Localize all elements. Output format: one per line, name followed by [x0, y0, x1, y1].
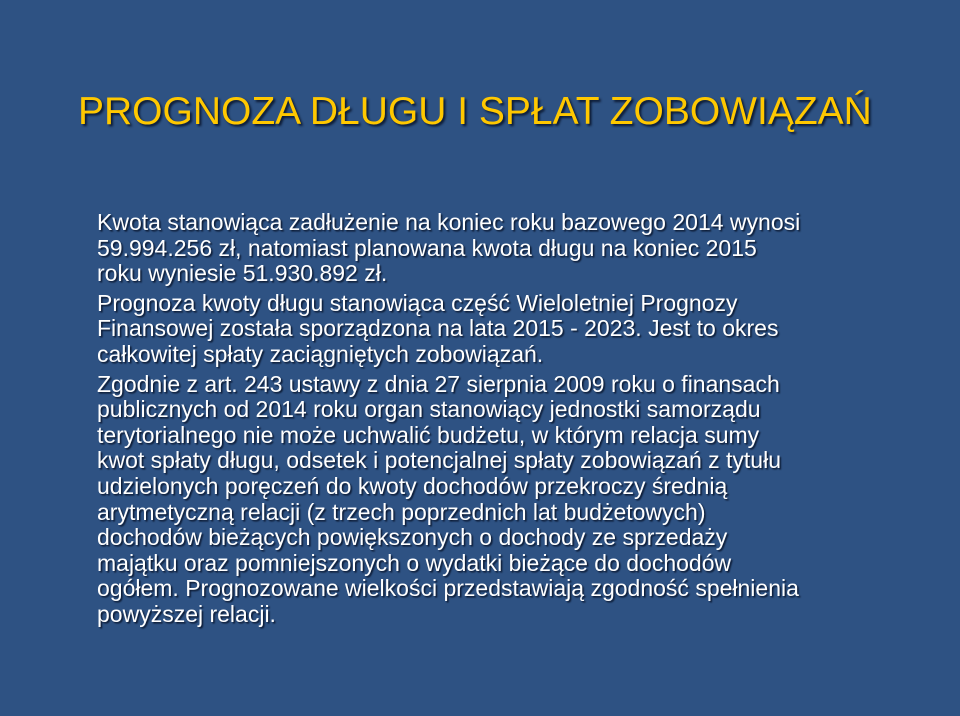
text-line: majątku oraz pomniejszonych o wydatki bieżące do dochodów [97, 549, 732, 576]
text-line: Kwota stanowiąca zadłużenie na koniec roku bazowego 2014 wynosi [97, 209, 801, 235]
text-line: ogółem. Prognozowane wielkości przedstawiają zgodność spełnienia [97, 575, 799, 602]
paragraph-legal-basis [97, 372, 897, 628]
text-line: Prognoza kwoty długu stanowiąca część Wieloletniej Prognozy [97, 289, 738, 316]
text-line: 59.994.256 zł, natomiast planowana kwota długu na koniec 2015 [97, 234, 757, 261]
text-line: arytmetyczną relacji (z trzech poprzednich lat budżetowych) [97, 498, 706, 525]
text-line: powyższej relacji. [97, 600, 276, 627]
text-line: roku wyniesie 51.930.892 zł. [97, 260, 388, 287]
text-line: terytorialnego nie może uchwalić budżetu, w którym relacja sumy [97, 421, 760, 448]
text-line: dochodów bieżących powiększonych o dochody ze sprzedaży [97, 524, 728, 551]
text-line: udzielonych poręczeń do kwoty dochodów przekroczy średnią [97, 472, 728, 499]
text-line: całkowitej spłaty zaciągniętych zobowiązań. [97, 340, 544, 367]
text-line: Zgodnie z art. 243 ustawy z dnia 27 sierpnia 2009 roku o finansach [97, 370, 780, 397]
text-line: Finansowej została sporządzona na lata 2015 - 2023. Jest to okres [97, 315, 779, 342]
slide-body [97, 210, 897, 628]
text-line: kwot spłaty długu, odsetek i potencjalnej spłaty zobowiązań z tytułu [97, 447, 782, 474]
paragraph-forecast-period [97, 291, 897, 368]
text-line: publicznych od 2014 roku organ stanowiący jednostki samorządu [97, 396, 761, 423]
paragraph-debt-amount [97, 210, 897, 287]
slide-title: PROGNOZA DŁUGU I SPŁAT ZOBOWIĄZAŃ [78, 90, 872, 133]
